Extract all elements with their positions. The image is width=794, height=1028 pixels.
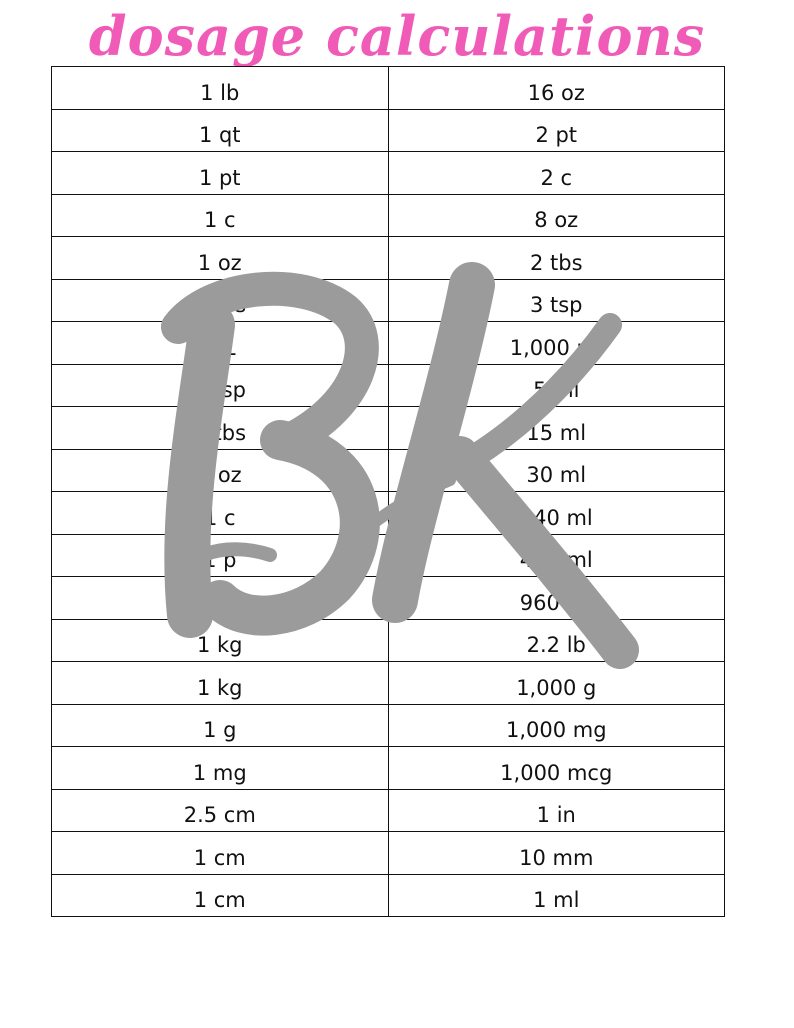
unit-to-cell	[388, 747, 725, 790]
unit-from-label: 1 kg	[196, 675, 243, 700]
unit-from-label: 1 c	[203, 208, 236, 232]
unit-to-label: 1 in	[536, 803, 576, 827]
conversion-table-container	[51, 66, 725, 917]
table-row	[52, 704, 725, 747]
unit-to-label: 5 ml	[533, 378, 580, 402]
unit-to-label: 2 pt	[535, 123, 578, 147]
unit-to-cell	[388, 364, 725, 407]
unit-from-label: 2.5 cm	[183, 803, 256, 827]
unit-to-label: 1,000 g	[516, 675, 597, 700]
unit-from-cell	[52, 194, 389, 237]
conversion-table-body	[52, 67, 725, 917]
table-row	[52, 789, 725, 832]
unit-to-cell	[388, 662, 725, 705]
unit-to-label: 960 ml	[519, 590, 593, 615]
unit-from-cell	[52, 619, 389, 662]
unit-from-cell	[52, 577, 389, 620]
unit-to-cell	[388, 789, 725, 832]
unit-from-cell	[52, 789, 389, 832]
unit-to-cell	[388, 492, 725, 535]
unit-from-cell	[52, 747, 389, 790]
table-row	[52, 237, 725, 280]
unit-to-label: 2 c	[540, 165, 573, 190]
table-row	[52, 109, 725, 152]
unit-to-label: 16 oz	[527, 80, 585, 105]
table-row	[52, 322, 725, 365]
unit-from-label: 1 lb	[200, 80, 240, 105]
unit-to-label: 8 oz	[534, 208, 579, 232]
unit-from-label: 1 oz	[197, 463, 242, 487]
unit-from-label: 1 L	[203, 335, 236, 360]
unit-to-label: 240 ml	[519, 505, 593, 530]
unit-from-cell	[52, 109, 389, 152]
unit-to-cell	[388, 577, 725, 620]
table-row	[52, 449, 725, 492]
unit-from-label: 1 c	[203, 505, 236, 530]
unit-to-label: 30 ml	[526, 463, 587, 487]
unit-from-cell	[52, 449, 389, 492]
unit-from-cell	[52, 152, 389, 195]
unit-to-cell	[388, 194, 725, 237]
unit-from-label: 1 tbs	[193, 293, 247, 317]
unit-to-label: 2.2 lb	[526, 633, 586, 657]
unit-to-cell	[388, 322, 725, 365]
unit-from-cell	[52, 237, 389, 280]
table-row	[52, 152, 725, 195]
table-row	[52, 407, 725, 450]
unit-from-label: 1 tsp	[193, 378, 247, 402]
unit-to-cell	[388, 279, 725, 322]
unit-from-label: 1 mg	[192, 760, 247, 785]
table-row	[52, 194, 725, 237]
unit-to-label: 1,000 mcg	[500, 760, 613, 785]
unit-from-label: 1 cm	[193, 845, 246, 870]
unit-to-label: 480 ml	[519, 548, 593, 572]
unit-from-label: 1 p	[203, 548, 237, 572]
unit-from-label: 1 cm	[193, 888, 246, 912]
page-title: dosage calculations	[88, 4, 706, 68]
unit-to-label: 15 ml	[526, 420, 587, 445]
table-row	[52, 619, 725, 662]
unit-to-label: 1 ml	[533, 888, 580, 912]
table-row	[52, 534, 725, 577]
unit-to-cell	[388, 874, 725, 917]
table-row	[52, 832, 725, 875]
unit-from-cell	[52, 279, 389, 322]
unit-to-label: 2 tbs	[529, 250, 583, 275]
table-row	[52, 874, 725, 917]
unit-to-label: 1,000 mg	[505, 718, 607, 742]
unit-to-label: 3 tsp	[529, 293, 583, 317]
table-row	[52, 364, 725, 407]
unit-to-cell	[388, 109, 725, 152]
unit-from-cell	[52, 322, 389, 365]
unit-from-label: 1 oz	[197, 250, 242, 275]
unit-from-cell	[52, 662, 389, 705]
unit-from-cell	[52, 492, 389, 535]
unit-to-cell	[388, 449, 725, 492]
unit-from-label: 1 qt	[198, 123, 241, 147]
unit-from-cell	[52, 534, 389, 577]
unit-from-label: 1 pt	[198, 165, 241, 190]
unit-from-cell	[52, 832, 389, 875]
unit-to-label: 1,000 ml	[509, 335, 603, 360]
unit-from-label: 1 g	[203, 718, 237, 742]
table-row	[52, 492, 725, 535]
unit-to-cell	[388, 534, 725, 577]
unit-to-cell	[388, 152, 725, 195]
unit-to-label: 10 mm	[519, 845, 594, 870]
conversion-table	[51, 66, 725, 917]
unit-from-cell	[52, 364, 389, 407]
unit-to-cell	[388, 407, 725, 450]
unit-to-cell	[388, 237, 725, 280]
unit-to-cell	[388, 832, 725, 875]
unit-from-label: 1 tbs	[193, 420, 247, 445]
table-row	[52, 67, 725, 110]
table-row	[52, 662, 725, 705]
unit-from-cell	[52, 67, 389, 110]
unit-from-label: 1 kg	[196, 633, 243, 657]
unit-to-cell	[388, 704, 725, 747]
table-row	[52, 747, 725, 790]
unit-from-cell	[52, 407, 389, 450]
unit-from-label: 1 qt	[198, 590, 241, 615]
table-row	[52, 577, 725, 620]
unit-to-cell	[388, 619, 725, 662]
unit-from-cell	[52, 874, 389, 917]
unit-to-cell	[388, 67, 725, 110]
unit-from-cell	[52, 704, 389, 747]
table-row	[52, 279, 725, 322]
